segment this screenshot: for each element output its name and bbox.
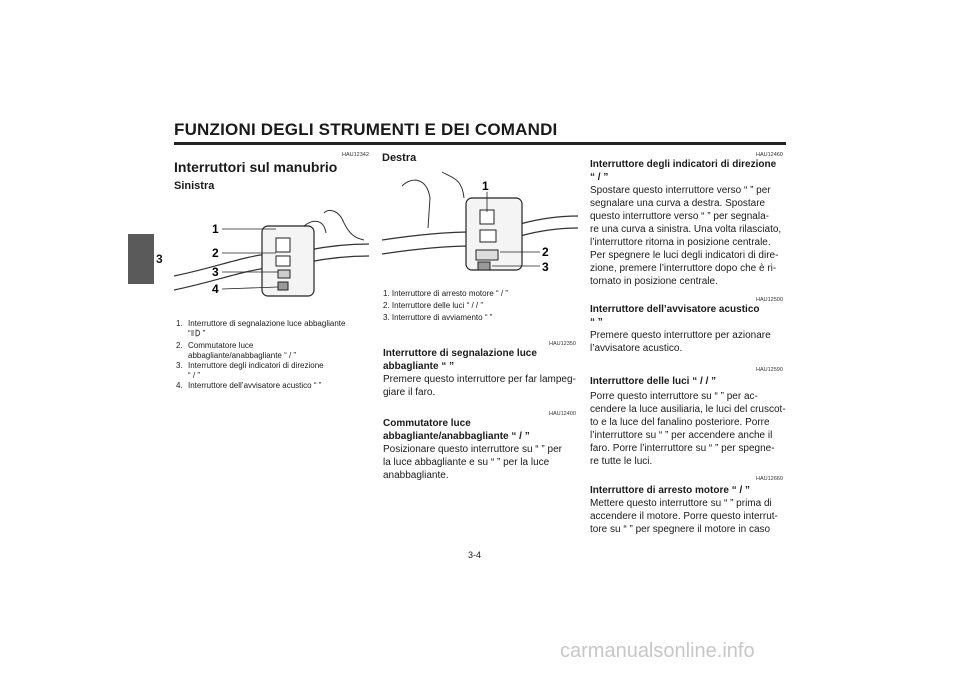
text-line: zione, premere l’interruttore dopo che è ri- <box>590 263 777 274</box>
text-line: tore su “ ” per spegnere il motore in caso <box>590 524 771 535</box>
caption-text: “ / ” <box>188 371 200 380</box>
reference-code: HAU12460 <box>756 152 783 158</box>
text-line: la luce abbagliante e su “ ” per la luce <box>383 457 550 468</box>
caption-number: 1. <box>176 319 183 328</box>
caption-number: 4. <box>176 381 183 390</box>
heading-line: Interruttore di segnalazione luce <box>383 348 537 359</box>
text-line: accendere il motore. Porre questo interrut- <box>590 511 778 522</box>
heading-line: abbagliante “ ” <box>383 361 455 372</box>
heading-line: Interruttore dell’avvisatore acustico <box>590 304 760 315</box>
text-line: l’interruttore ritorna in posizione centrale. <box>590 237 771 248</box>
caption-item <box>176 319 372 329</box>
page-title: FUNZIONI DEGLI STRUMENTI E DEI COMANDI <box>174 120 558 139</box>
caption-text: Interruttore dell’avvisatore acustico “ ” <box>188 381 322 390</box>
caption-list <box>176 319 372 391</box>
heading-line: “ ” <box>590 317 603 328</box>
chapter-number: 3 <box>156 252 163 266</box>
caption-item: 1. Interruttore di arresto motore “ / ” <box>383 289 508 298</box>
section-heading: Interruttore di arresto motore “ / ” <box>590 485 751 496</box>
text-line: Mettere questo interruttore su “ ” prima di <box>590 498 772 509</box>
body-text <box>590 184 786 288</box>
text-line: segnalare una curva a destra. Spostare <box>590 198 766 209</box>
body-text <box>383 443 579 482</box>
header-rule <box>174 142 786 145</box>
section-title: Interruttori sul manubrio <box>174 159 338 175</box>
text-line: giare il faro. <box>383 387 436 398</box>
body-text <box>590 497 786 536</box>
section-heading <box>383 347 579 373</box>
heading-line: Interruttore degli indicatori di direzione <box>590 159 777 170</box>
reference-code: HAU12660 <box>756 476 783 482</box>
section-heading <box>383 417 579 443</box>
caption-icon-line: “ ” <box>188 329 206 338</box>
heading-line: abbagliante/anabbagliante “ / ” <box>383 431 530 442</box>
section-heading <box>590 158 786 184</box>
text-line: re tutte le luci. <box>590 456 653 467</box>
text-line: faro. Porre l’interruttore su “ ” per spegne- <box>590 443 775 454</box>
figure-label: 4 <box>212 282 219 296</box>
section-subtitle: Destra <box>382 152 417 164</box>
caption-number: 3. <box>176 361 183 370</box>
text-line: Premere questo interruttore per far lampeg- <box>383 374 576 385</box>
figure-label: 1 <box>212 222 219 236</box>
figure-label: 1 <box>482 179 489 193</box>
text-line: l’avvisatore acustico. <box>590 343 683 354</box>
caption-item <box>176 341 372 351</box>
text-line: re una curva a sinistra. Una volta rilasciato, <box>590 224 782 235</box>
section-heading <box>590 303 786 329</box>
reference-code: HAU12400 <box>549 411 576 417</box>
page-number: 3-4 <box>468 550 482 560</box>
watermark: carmanualsonline.info <box>560 640 755 662</box>
text-line: Spostare questo interruttore verso “ ” per <box>590 185 771 196</box>
text-line: Porre questo interruttore su “ ” per ac- <box>590 391 758 402</box>
figure-label: 3 <box>212 265 219 279</box>
reference-code: HAU12342 <box>342 152 369 158</box>
text-line: to e la luce del fanalino posteriore. Porre <box>590 417 770 428</box>
figure-label: 2 <box>212 246 219 260</box>
left-switch-figure <box>174 198 374 308</box>
text-line: Posizionare questo interruttore su “ ” per <box>383 444 562 455</box>
reference-code: HAU12590 <box>756 367 783 373</box>
chapter-tab <box>128 234 168 284</box>
right-switch-figure <box>382 168 578 286</box>
figure-label: 3 <box>542 260 549 274</box>
caption-item: 3. Interruttore di avviamento “ ” <box>383 313 493 322</box>
text-line: anabbagliante. <box>383 470 449 481</box>
reference-code: HAU12500 <box>756 297 783 303</box>
body-text <box>383 373 579 399</box>
section-subtitle: Sinistra <box>174 180 215 192</box>
caption-item: 2. Interruttore delle luci “ / / ” <box>383 301 484 310</box>
text-line: questo interruttore verso “ ” per segnala- <box>590 211 769 222</box>
body-text <box>590 329 786 355</box>
text-line: tornato in posizione centrale. <box>590 276 718 287</box>
caption-text: Commutatore luce <box>188 341 254 350</box>
text-line: Per spegnere le luci degli indicatori di dire- <box>590 250 779 261</box>
caption-item <box>176 381 372 391</box>
text-line: cendere la luce ausiliaria, le luci del cruscot- <box>590 404 786 415</box>
caption-text: Interruttore di segnalazione luce abbagliante <box>188 319 346 328</box>
caption-number: 2. <box>176 341 183 350</box>
caption-list <box>383 289 579 323</box>
section-heading: Interruttore delle luci “ / / ” <box>590 376 717 387</box>
caption-text: Interruttore degli indicatori di direzione <box>188 361 324 370</box>
caption-item <box>176 361 372 371</box>
heading-line: Commutatore luce <box>383 418 471 429</box>
reference-code: HAU12350 <box>549 341 576 347</box>
text-line: Premere questo interruttore per azionare <box>590 330 771 341</box>
body-text <box>590 390 786 468</box>
chapter-tab-bar <box>128 234 154 284</box>
text-line: l’interruttore su “ ” per accendere anche il <box>590 430 773 441</box>
high-beam-icon <box>191 329 203 337</box>
heading-line: “ / ” <box>590 172 609 183</box>
page-header <box>174 120 786 140</box>
figure-label: 2 <box>542 245 549 259</box>
caption-text: abbagliante/anabbagliante “ / ” <box>188 351 297 360</box>
